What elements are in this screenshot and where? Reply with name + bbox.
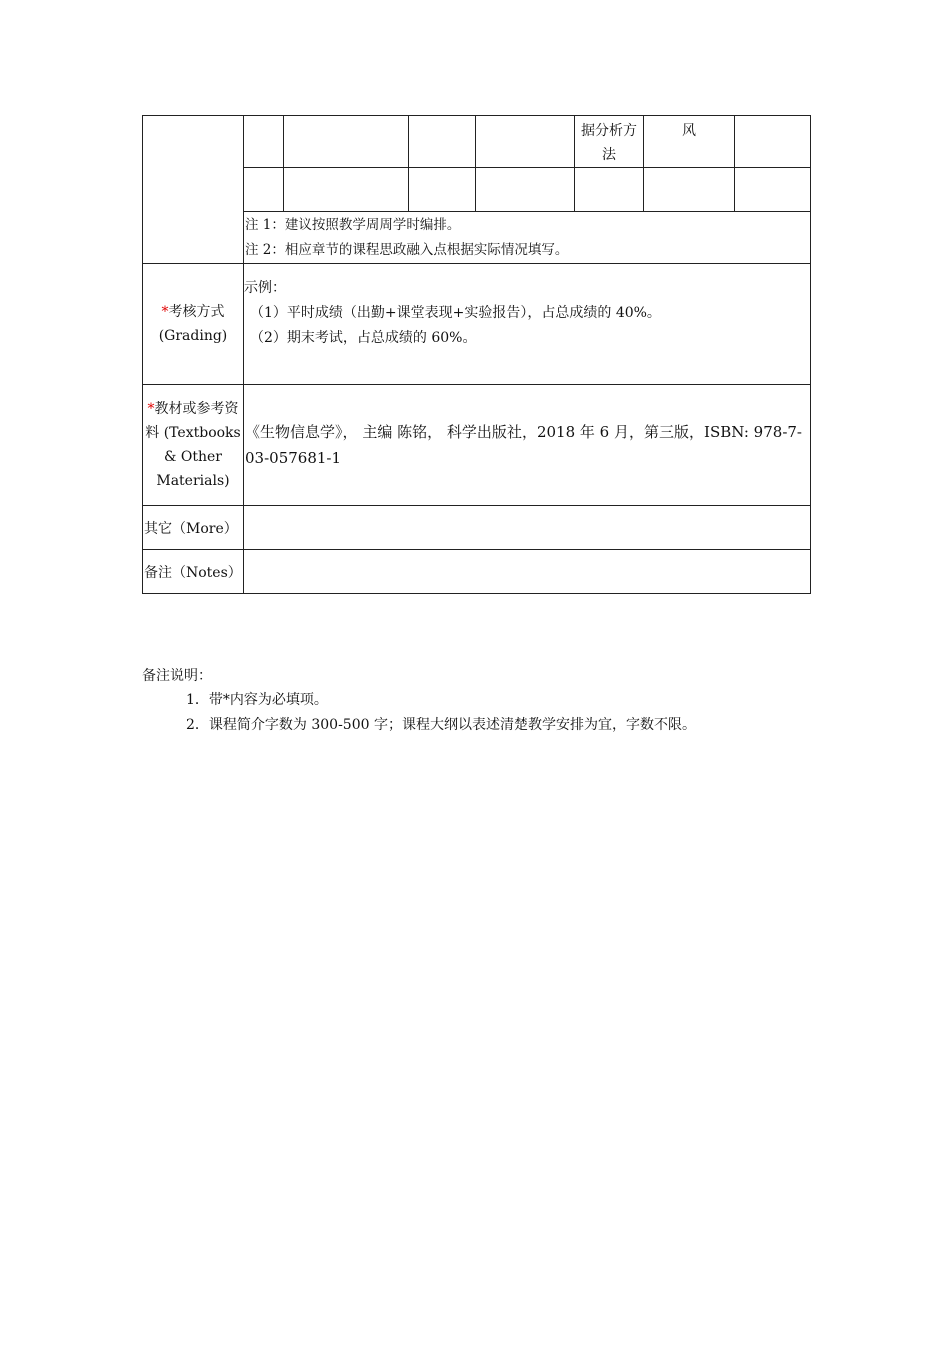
textbooks-label-line-3: & Other [163,449,222,465]
schedule-cell [244,116,284,168]
remarks-section [142,664,696,738]
schedule-cell [284,168,409,212]
schedule-cell [409,168,476,212]
textbook-entry: 《生物信息学》， 主编 陈铭， 科学出版社，2018 年 6 月，第三版，ISBN: 978-7-03-057681-1 [245,423,802,467]
schedule-label-cell [143,116,244,264]
required-mark: * [147,401,155,417]
textbooks-content [244,385,811,506]
schedule-method-cell: 据分析方法 [575,116,644,168]
schedule-row [143,116,811,168]
schedule-cell [284,116,409,168]
grading-label-en: (Grading) [158,328,228,344]
schedule-cell [644,168,735,212]
schedule-cell [735,168,811,212]
textbooks-label-line-4: Materials) [156,473,230,489]
textbooks-label-line-1: *教材或参考资 [147,401,239,417]
syllabus-table [142,115,811,594]
required-mark: * [161,304,169,320]
schedule-row [143,168,811,212]
schedule-cell [476,116,575,168]
more-row [143,506,811,550]
grading-intro: 示例： [244,280,286,296]
textbooks-row [143,385,811,506]
notes-row [143,550,811,594]
schedule-cell [575,168,644,212]
notes-label: 备注（Notes） [143,550,244,594]
grading-label-cn: *考核方式 [161,304,225,320]
grading-content [244,264,811,385]
schedule-notes-row [143,212,811,264]
textbooks-label [143,385,244,506]
notes-content [244,550,811,594]
schedule-cell [409,116,476,168]
schedule-cell [476,168,575,212]
schedule-style-cell: 风 [644,116,735,168]
grading-item-1: （1）平时成绩（出勤+课堂表现+实验报告），占总成绩的 40%。 [250,305,661,321]
remarks-item-2: 2．课程简介字数为 300-500 字；课程大纲以表述清楚教学安排为宜，字数不限。 [186,717,696,733]
remarks-title: 备注说明： [142,668,212,684]
schedule-notes-cell [244,212,811,264]
schedule-cell [244,168,284,212]
more-content [244,506,811,550]
remarks-item-1: 1．带*内容为必填项。 [186,692,328,708]
textbooks-label-line-2: 料 (Textbooks [145,425,241,441]
schedule-note-2: 注 2：相应章节的课程思政融入点根据实际情况填写。 [245,241,569,258]
grading-item-2: （2）期末考试，占总成绩的 60%。 [250,330,477,346]
grading-label [143,264,244,385]
grading-row [143,264,811,385]
schedule-cell [735,116,811,168]
schedule-note-1: 注 1：建议按照教学周周学时编排。 [245,216,461,233]
more-label: 其它（More） [143,506,244,550]
